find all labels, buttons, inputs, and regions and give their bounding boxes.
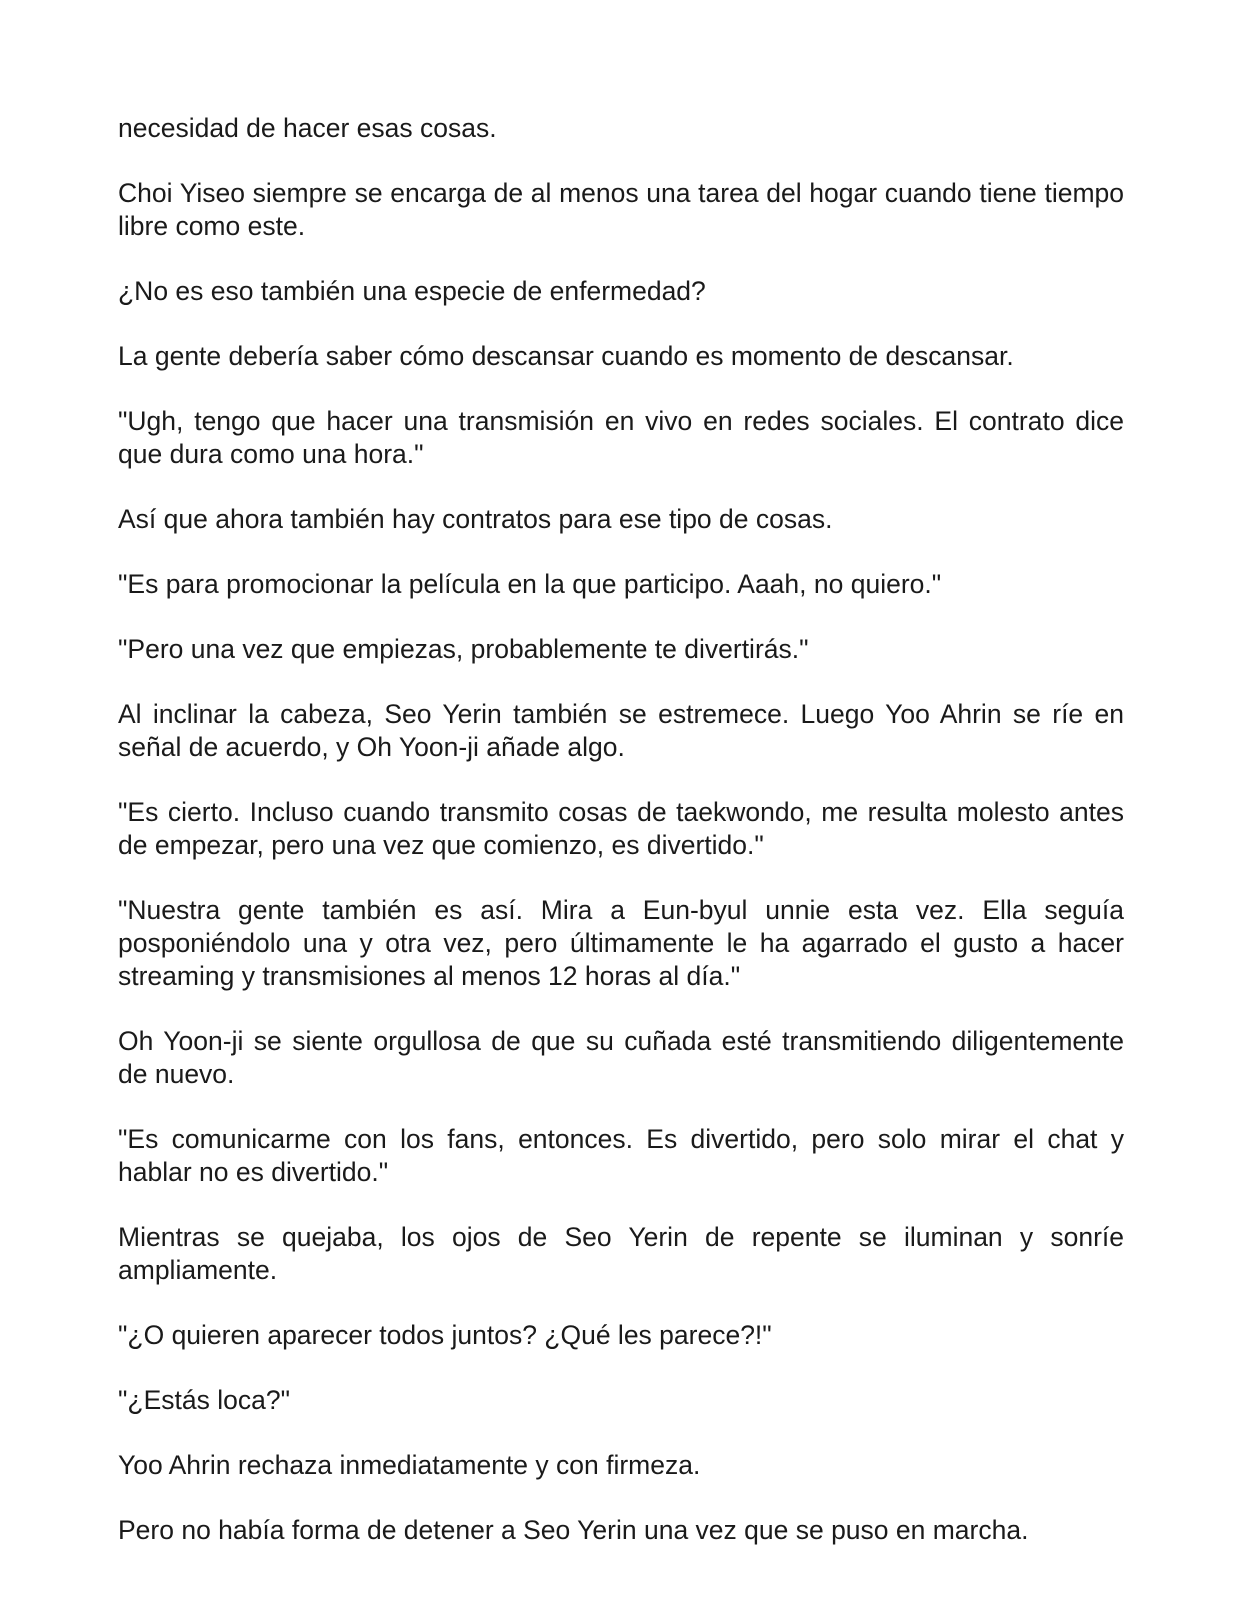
paragraph-7: "Es para promocionar la película en la que participo. Aaah, no quiero." xyxy=(118,569,942,599)
document-page xyxy=(118,112,1124,1547)
paragraph-13: "Es comunicarme con los fans, entonces. Es divertido, pero solo mirar el chat y hablar no es divertido." xyxy=(118,1124,1124,1187)
paragraph-5: "Ugh, tengo que hacer una transmisión en vivo en redes sociales. El contrato dice que dura como una hora." xyxy=(118,406,1124,469)
paragraph-2: Choi Yiseo siempre se encarga de al menos una tarea del hogar cuando tiene tiempo libre como este. xyxy=(118,178,1124,241)
paragraph-6: Así que ahora también hay contratos para ese tipo de cosas. xyxy=(118,504,833,534)
paragraph-3: ¿No es eso también una especie de enfermedad? xyxy=(118,276,706,306)
paragraph-16: "¿Estás loca?" xyxy=(118,1385,290,1415)
paragraph-15: "¿O quieren aparecer todos juntos? ¿Qué les parece?!" xyxy=(118,1320,772,1350)
paragraph-9: Al inclinar la cabeza, Seo Yerin también se estremece. Luego Yoo Ahrin se ríe en señal de acuerdo, y Oh Yoon-ji añade algo. xyxy=(118,699,1124,762)
paragraph-4: La gente debería saber cómo descansar cuando es momento de descansar. xyxy=(118,341,1014,371)
paragraph-12: Oh Yoon-ji se siente orgullosa de que su cuñada esté transmitiendo diligentemente de nuevo. xyxy=(118,1026,1124,1089)
paragraph-1: necesidad de hacer esas cosas. xyxy=(118,113,497,143)
paragraph-17: Yoo Ahrin rechaza inmediatamente y con firmeza. xyxy=(118,1450,701,1480)
paragraph-11: "Nuestra gente también es así. Mira a Eun-byul unnie esta vez. Ella seguía posponiéndolo una y otra vez, pero últimamente le ha agarrado el gusto a hacer streaming y transmisiones al menos 12 horas al día." xyxy=(118,895,1124,991)
paragraph-10: "Es cierto. Incluso cuando transmito cosas de taekwondo, me resulta molesto antes de empezar, pero una vez que comienzo, es divertido." xyxy=(118,797,1124,860)
paragraph-8: "Pero una vez que empiezas, probablemente te divertirás." xyxy=(118,634,809,664)
paragraph-18: Pero no había forma de detener a Seo Yerin una vez que se puso en marcha. xyxy=(118,1515,1029,1545)
paragraph-14: Mientras se quejaba, los ojos de Seo Yerin de repente se iluminan y sonríe ampliamente. xyxy=(118,1222,1124,1285)
